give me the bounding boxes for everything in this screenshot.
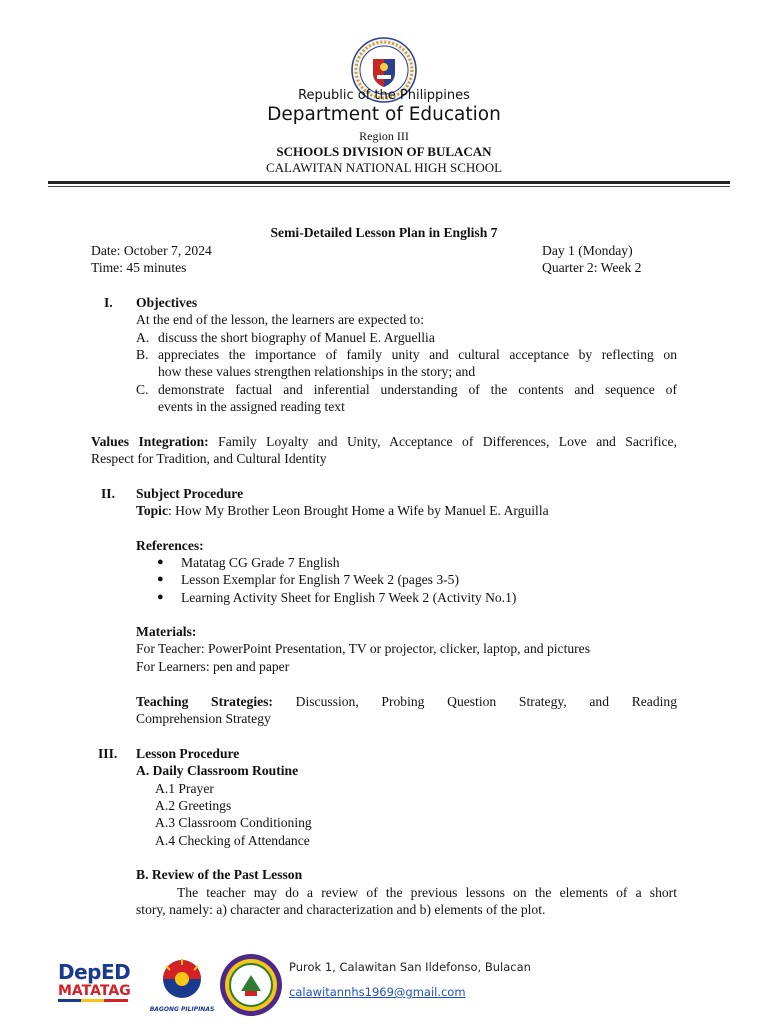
department-title: Department of Education bbox=[267, 104, 501, 125]
reference-item: Learning Activity Sheet for English 7 Week 2 (Activity No.1) bbox=[181, 590, 517, 605]
bullet-icon: ● bbox=[157, 591, 164, 603]
matatag-stripe bbox=[58, 999, 128, 1002]
lesson-day: Day 1 (Monday) bbox=[542, 243, 633, 258]
strategies-text-cont: Comprehension Strategy bbox=[136, 711, 271, 726]
bagong-pilipinas-logo bbox=[148, 957, 216, 1013]
objective-letter: C. bbox=[136, 382, 149, 397]
republic-line: Republic of the Philippines bbox=[298, 88, 470, 103]
deped-logo-text: DepED bbox=[58, 960, 131, 984]
routine-item: A.1 Prayer bbox=[155, 781, 214, 796]
school-line: CALAWITAN NATIONAL HIGH SCHOOL bbox=[265, 160, 503, 175]
header-divider-thin bbox=[48, 186, 730, 187]
deped-matatag-logo bbox=[58, 961, 134, 1007]
review-text-cont: story, namely: a) character and characterization and b) elements of the plot. bbox=[136, 902, 546, 917]
routine-item: A.4 Checking of Attendance bbox=[155, 833, 310, 848]
bullet-icon: ● bbox=[157, 573, 164, 585]
materials-learners: For Learners: pen and paper bbox=[136, 659, 290, 674]
objective-letter: B. bbox=[136, 347, 149, 362]
lesson-quarter: Quarter 2: Week 2 bbox=[542, 260, 642, 275]
school-email-link[interactable]: calawitannhs1969@gmail.com bbox=[289, 985, 466, 999]
bagong-pilipinas-icon bbox=[148, 957, 216, 1001]
topic-line bbox=[136, 502, 549, 519]
matatag-logo-text: MATATAG bbox=[58, 983, 131, 999]
division-line: SCHOOLS DIVISION OF BULACAN bbox=[276, 144, 492, 159]
header-divider-thick bbox=[48, 181, 730, 184]
teaching-strategies bbox=[136, 693, 677, 710]
routine-item: A.3 Classroom Conditioning bbox=[155, 815, 312, 830]
topic-text: : How My Brother Leon Brought Home a Wife by Manuel E. Arguilla bbox=[168, 503, 549, 518]
objectives-numeral: I. bbox=[104, 295, 113, 310]
reference-item: Lesson Exemplar for English 7 Week 2 (pages 3-5) bbox=[181, 572, 460, 587]
objective-letter: A. bbox=[136, 330, 150, 345]
school-address: Purok 1, Calawitan San Ildefonso, Bulacan bbox=[289, 960, 531, 974]
values-text: Family Loyalty and Unity, Acceptance of Differences, Love and Sacrifice, bbox=[208, 434, 677, 449]
section-b-heading: B. Review of the Past Lesson bbox=[136, 867, 303, 882]
values-label: Values Integration: bbox=[91, 434, 209, 449]
subject-numeral: II. bbox=[101, 486, 115, 501]
objective-item: discuss the short biography of Manuel E. Arguellia bbox=[158, 330, 435, 345]
region-line: Region III bbox=[359, 129, 409, 143]
objective-item: demonstrate factual and inferential understanding of the contents and sequence of bbox=[158, 382, 677, 397]
procedure-numeral: III. bbox=[98, 746, 118, 761]
objectives-intro: At the end of the lesson, the learners are expected to: bbox=[136, 312, 424, 327]
reference-item: Matatag CG Grade 7 English bbox=[181, 555, 340, 570]
objectives-heading: Objectives bbox=[136, 295, 198, 310]
bullet-icon: ● bbox=[157, 556, 164, 568]
materials-teacher: For Teacher: PowerPoint Presentation, TV or projector, clicker, laptop, and pictures bbox=[136, 641, 590, 656]
lesson-time: Time: 45 minutes bbox=[91, 260, 187, 275]
school-seal-icon bbox=[219, 953, 283, 1017]
review-text: The teacher may do a review of the previous lessons on the elements of a short bbox=[177, 885, 677, 900]
routine-item: A.2 Greetings bbox=[155, 798, 232, 813]
lesson-plan-title: Semi-Detailed Lesson Plan in English 7 bbox=[270, 225, 498, 240]
lesson-date: Date: October 7, 2024 bbox=[91, 243, 212, 258]
procedure-heading: Lesson Procedure bbox=[136, 746, 240, 761]
values-integration bbox=[91, 433, 677, 450]
subject-heading: Subject Procedure bbox=[136, 486, 244, 501]
strategies-label: Teaching Strategies: bbox=[136, 694, 273, 709]
topic-label: Topic bbox=[136, 503, 168, 518]
objective-item-cont: events in the assigned reading text bbox=[158, 399, 345, 414]
references-heading: References: bbox=[136, 538, 204, 553]
objective-item: appreciates the importance of family unity and cultural acceptance by reflecting on bbox=[158, 347, 677, 362]
materials-heading: Materials: bbox=[136, 624, 197, 639]
bagong-pilipinas-text: BAGONG PILIPINAS bbox=[149, 1006, 215, 1013]
values-text-cont: Respect for Tradition, and Cultural Identity bbox=[91, 451, 327, 466]
objective-item-cont: how these values strengthen relationships in the story; and bbox=[158, 364, 476, 379]
section-a-heading: A. Daily Classroom Routine bbox=[136, 763, 299, 778]
strategies-text: Discussion, Probing Question Strategy, and Reading bbox=[272, 694, 677, 709]
